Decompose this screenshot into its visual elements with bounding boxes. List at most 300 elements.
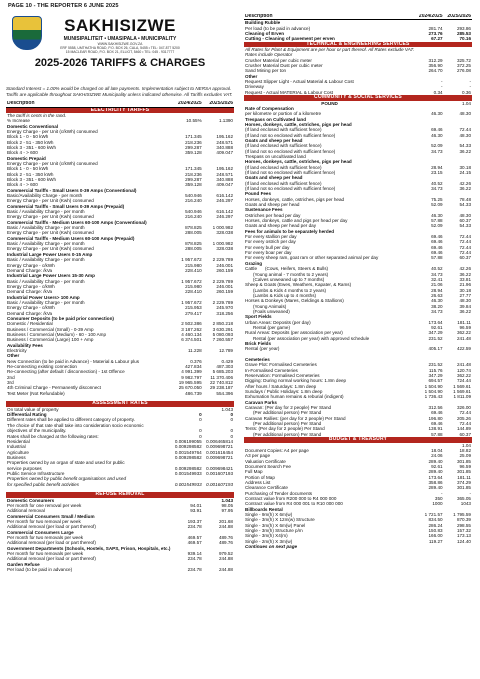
value-2024-2025: 0.001549933 xyxy=(174,481,202,487)
value-2024-2025: 1 504.90 xyxy=(424,389,443,395)
address-line-2: 15 MACLEAR ROAD, P.O. BOX 21, ELLIOT, 5460 • TEL: 045 - 9317777 xyxy=(65,50,175,55)
row-description: Basic / Availability Charge - per month xyxy=(7,257,85,263)
value-2025-2026: 293.86 xyxy=(456,25,471,31)
value-2025-2026: 301.85 xyxy=(456,469,471,475)
value-2024-2025: 405.17 xyxy=(428,346,443,352)
value-2024-2025: 358.86 xyxy=(428,479,443,485)
row-description: Per month for one removal per week xyxy=(7,502,82,508)
value-2024-2025: 69.46 xyxy=(431,127,443,133)
row-description: Other xyxy=(245,73,258,79)
row-description: Consumer Deposits (to be paid prior connection) xyxy=(7,315,114,321)
row-description: Basic/Availability Charge - per month xyxy=(7,193,83,199)
value-2025-2026: 328.038 xyxy=(216,246,233,252)
value-2024-2025: 166.00 xyxy=(428,533,443,539)
row-description: Sundays / Public Holidays: 1.8m deep xyxy=(245,389,323,395)
row-detail: (Young Animals) xyxy=(253,303,287,309)
value-2025-2026: 487.303 xyxy=(216,364,233,370)
value-2025-2026: 11 370.406 xyxy=(210,374,233,380)
address-line-1: ERF 5558, UMTHATHA ROAD, P.O. BOX 26, CALA, 5455 • TEL: 047-877 5200 xyxy=(60,46,180,51)
municipality-masthead xyxy=(6,14,234,84)
value-2024-2025: 234.78 xyxy=(187,524,202,530)
table-row xyxy=(6,369,234,374)
row-description: For every sheep ram, goat ram or other separated animal per day xyxy=(245,255,379,261)
row-description: Sustenance Fees xyxy=(245,207,283,213)
value-2025-2026: 54.33 xyxy=(459,143,471,149)
value-2025-2026: 422.59 xyxy=(456,346,471,352)
row-description: Crusher Material per cubic meter xyxy=(245,57,312,63)
row-description: Other xyxy=(7,353,20,359)
value-2025-2026: 201.68 xyxy=(218,519,233,524)
row-detail: (Cows, Heifers, Steers & Bulls) xyxy=(265,266,329,272)
value-2024-2025: 26.63 xyxy=(431,292,443,298)
value-2025-2026: 248.571 xyxy=(216,171,233,177)
row-description: Trespass on Cultivated land xyxy=(245,116,307,122)
value-2024-2025: 279.417 xyxy=(185,310,202,316)
value-2024-2025: 694.57 xyxy=(428,378,443,384)
row-description: service purposes xyxy=(7,465,42,471)
value-2024-2025: 0 xyxy=(199,433,202,439)
value-2025-2026: 96.59 xyxy=(459,463,471,469)
value-2024-2025: - xyxy=(441,79,443,85)
row-description: Availability Fees xyxy=(7,342,43,348)
value-2025-2026: 1 000.982 xyxy=(212,241,233,247)
row-description: Domestic Prepaid xyxy=(7,155,46,161)
value-2025-2026: 276.08 xyxy=(456,68,471,74)
value-2025-2026: 72.44 xyxy=(459,410,471,416)
value-2024-2025: 312.29 xyxy=(428,57,443,63)
row-description: Exhumation human remains & reburial (indigent) xyxy=(245,394,344,400)
value-2024-2025: 69.46 xyxy=(431,239,443,245)
value-2025-2026: 1 795.59 xyxy=(453,511,471,517)
row-description: New Connection (to be paid in Advance) - Material & Labour plus xyxy=(7,358,140,364)
value-2025-2026: 328.038 xyxy=(216,230,233,236)
value-2025-2026: 144.89 xyxy=(456,426,471,432)
value-2025-2026: 1.04 xyxy=(462,100,471,106)
row-description: Residential xyxy=(7,438,30,444)
value-2025-2026: 340.888 xyxy=(216,144,233,150)
value-2024-2025: 1 957.672 xyxy=(181,299,202,305)
value-2024-2025: 234.78 xyxy=(187,567,202,573)
row-description: (If land enclosed with sufficient fence) xyxy=(245,127,322,133)
value-2025-2026: 48.30 xyxy=(459,298,471,304)
row-description: Commercial Tariffs - Small Users 0-39 Amps (Conventional) xyxy=(7,187,137,193)
value-2025-2026: 124.40 xyxy=(456,538,471,544)
row-description: Commercial Tariffs - Small Users 0-39 Amps (Prepaid) xyxy=(7,203,125,209)
value-2025-2026: 48.30 xyxy=(459,132,471,138)
section-title: ASSESSMENT RATES xyxy=(6,401,234,406)
row-detail: (Young animal - 7 months to 2 years) xyxy=(253,271,329,277)
row-description: Additional removal (per load or part thereof) xyxy=(7,556,96,562)
header-year-1: 2024/2025 xyxy=(171,101,202,107)
value-2025-2026: 340.888 xyxy=(216,177,233,182)
value-2024-2025: 34.73 xyxy=(431,148,443,154)
row-description: Energy Charge - c/kWh xyxy=(7,305,55,311)
row-description: Purchasing of Tender documents xyxy=(245,490,313,496)
value-2024-2025: 1 957.672 xyxy=(181,278,202,284)
row-description: Single - 3m(h) X 12m(w) Structure xyxy=(245,517,315,523)
row-description: Brick Fields xyxy=(245,340,272,346)
row-description: Billboards Rental xyxy=(245,506,283,512)
row-description: Domestic Consumers xyxy=(7,497,55,503)
value-2024-2025: 4 991.399 xyxy=(181,369,202,375)
value-2025-2026: 374.29 xyxy=(456,479,471,485)
value-2024-2025: 273.76 xyxy=(428,31,443,37)
value-2025-2026: 72.44 xyxy=(459,250,471,256)
row-detail: (Per additional person) Per Stand xyxy=(253,421,322,427)
value-2024-2025: 2 502.386 xyxy=(181,321,202,327)
row-detail: (Lambs & Kids up to 4 months) xyxy=(253,292,317,298)
value-2025-2026: 29 238.187 xyxy=(210,385,233,391)
row-description: (If land not so enclosed with sufficient fence) xyxy=(245,148,336,154)
row-description: After hours / Saturdays: 1.8m deep xyxy=(245,383,317,389)
row-description: Domestic / Residential xyxy=(7,321,53,327)
page-header: PAGE 10 - THE REPORTER 6 JUNE 2025 xyxy=(8,3,119,9)
value-2025-2026: 979.52 xyxy=(218,551,233,557)
row-description: Document Search Fee xyxy=(245,463,291,469)
value-2024-2025: 52.09 xyxy=(431,143,443,149)
value-2025-2026: 1.043 xyxy=(221,497,233,503)
row-description: Basic / Availability Charge - per month xyxy=(7,278,85,284)
value-2024-2025: 939.14 xyxy=(187,551,202,557)
value-2024-2025: 0 xyxy=(199,428,202,434)
row-description: Rural Areas: Deposits (per association per year) xyxy=(245,330,343,336)
value-2025-2026: 554.396 xyxy=(216,390,233,396)
row-description: 4th Criminal Charge - Permanently disconnect xyxy=(7,385,101,391)
value-2025-2026: 616.142 xyxy=(216,209,233,215)
value-2024-2025: 288.005 xyxy=(185,230,202,236)
row-detail: (Lambs & Kids 4 months to 2 years) xyxy=(253,287,327,293)
row-description: Caravan Parks xyxy=(245,399,277,405)
value-2024-2025: 6 374.501 xyxy=(181,337,202,343)
value-2024-2025: 356.90 xyxy=(428,63,443,69)
row-description: Energy Charge - per Unit (Kwh) consumed xyxy=(7,198,94,204)
value-2025-2026: 36.22 xyxy=(459,148,471,154)
value-2025-2026: 98.05 xyxy=(221,502,233,508)
value-2025-2026: 2 229.789 xyxy=(212,257,233,263)
value-2025-2026: 96.59 xyxy=(459,324,471,330)
value-2024-2025: 1 957.672 xyxy=(181,257,202,263)
value-2024-2025: 347.29 xyxy=(428,330,443,336)
value-2025-2026: 0.001616454 xyxy=(206,449,233,455)
row-description: 3rd xyxy=(7,380,14,386)
value-2024-2025: 299.287 xyxy=(185,177,202,182)
page-title: 2025-2026 TARIFFS & CHARGES xyxy=(34,56,206,69)
value-2024-2025: 215.980 xyxy=(185,283,202,289)
value-2025-2026: 0.001607193 xyxy=(206,470,233,476)
value-2024-2025: 215.980 xyxy=(185,262,202,268)
value-2025-2026: 244.88 xyxy=(218,567,233,573)
value-2025-2026: 0.009698721 xyxy=(206,444,233,450)
value-2024-2025: 46.30 xyxy=(431,212,443,218)
row-description: Block 2 - 51 - 350 kWh xyxy=(7,139,54,145)
value-2025-2026: 0 xyxy=(230,412,233,418)
row-description: A3 per page xyxy=(245,453,271,459)
value-2024-2025: 69.46 xyxy=(431,234,443,240)
row-description: Description xyxy=(244,14,415,20)
value-2024-2025: 228.410 xyxy=(185,289,202,295)
value-2025-2026: 2025/2026 xyxy=(444,14,472,20)
value-2024-2025: 94.01 xyxy=(190,502,202,508)
row-description: Business / Commercial (Medium) - 60 - 100 Amp xyxy=(7,331,107,337)
value-2025-2026: 39.84 xyxy=(459,303,471,309)
row-description: Tents: (Per day for 2 people) Per Stand xyxy=(245,426,325,432)
value-2024-2025: 52.09 xyxy=(431,223,443,229)
row-description: Per load (to be paid in advance) xyxy=(7,567,73,573)
value-2025-2026: 195.162 xyxy=(216,166,233,172)
row-description: Garden Refuse xyxy=(7,561,40,567)
value-2024-2025: 289.40 xyxy=(428,485,443,491)
value-2025-2026: 48.30 xyxy=(459,111,471,117)
row-description: Goats and sheep per head xyxy=(245,175,303,181)
row-description: Business xyxy=(7,454,26,460)
value-2024-2025: 92.61 xyxy=(431,324,443,330)
row-description: Block 3 - 351 - 600 kWh xyxy=(7,144,57,150)
right-column xyxy=(244,14,472,549)
value-2024-2025: 281.74 xyxy=(428,25,443,31)
row-description: Valuation Certificate xyxy=(245,458,286,464)
value-2024-2025: 40.52 xyxy=(431,266,443,272)
value-2024-2025: 1 721.57 xyxy=(424,511,443,517)
value-2024-2025: 299.287 xyxy=(185,144,202,150)
value-2024-2025: 231.52 xyxy=(428,335,443,341)
header-description: Description xyxy=(6,101,171,107)
header-year-2: 2025/2026 xyxy=(203,101,234,107)
value-2025-2026: 362.22 xyxy=(456,373,471,379)
value-2025-2026: 0.001607193 xyxy=(206,481,233,487)
row-description: Industrial xyxy=(7,444,26,450)
section-title: BUDGET & TREASURY xyxy=(244,437,472,442)
value-2024-2025: 0.009298582 xyxy=(174,465,202,471)
row-description: Energy Charge - per Unit (Kwh) consumed xyxy=(7,230,94,236)
value-2025-2026: 33.81 xyxy=(459,276,471,282)
row-detail: (Per additional person) Per Stand xyxy=(253,431,322,437)
value-2024-2025: 1 504.90 xyxy=(424,383,443,389)
row-description: Basic / Availability Charge - per month xyxy=(7,299,85,305)
value-2024-2025: 10.55% xyxy=(186,118,202,124)
right-tariff-table xyxy=(244,14,472,549)
value-2025-2026: 246.001 xyxy=(216,262,233,268)
value-2024-2025: 218.236 xyxy=(185,139,202,145)
value-2024-2025: 347.29 xyxy=(428,373,443,379)
value-2025-2026: 30.18 xyxy=(459,164,471,170)
value-2024-2025: 25 670.050 xyxy=(178,385,202,391)
value-2024-2025: 1000 xyxy=(432,501,443,507)
row-description: Reservation: Formalised Cemeteries xyxy=(245,373,320,379)
row-description: For every stallion per day xyxy=(245,234,297,240)
left-tariff-table xyxy=(6,101,234,572)
value-2024-2025: 0.001549933 xyxy=(174,470,202,476)
value-2024-2025: 878.825 xyxy=(185,225,202,231)
row-description: Re-connecting (after default / disconnection) - 1st Offence xyxy=(7,369,125,375)
section-title: REFUSE REMOVAL xyxy=(6,492,234,497)
value-2024-2025: 46.30 xyxy=(431,298,443,304)
row-description: POUND xyxy=(321,100,338,106)
value-2025-2026: 36.22 xyxy=(459,271,471,277)
value-2024-2025: 427.834 xyxy=(185,364,202,370)
value-2025-2026: 241.48 xyxy=(456,335,471,341)
value-2025-2026: 298.55 xyxy=(456,522,471,528)
value-2024-2025: 0.34 xyxy=(433,89,443,95)
value-2025-2026: 248.571 xyxy=(216,139,233,145)
value-2024-2025: 9 982.797 xyxy=(181,374,202,380)
row-description: Commercial Tariffs - Medium Users 60-100 Amps (Conventional) xyxy=(7,219,147,225)
row-description: Government Departments (Schools, Hostels, SAPS, Prison, Hospitals, etc.) xyxy=(7,545,171,551)
section-title: TECHNICAL & ENGINEERING SERVICES xyxy=(244,42,472,47)
intro-notice: Standard Interest = 1.00% would be charged on all late payments. Implementation subject to NERSA approval. Tariffs are applicable throughout SAKHISIZWE Municipality unless indicated otherwise. All Tariffs excludes VAT. xyxy=(6,86,233,97)
value-2024-2025: 469.57 xyxy=(187,535,202,541)
row-description: Goats and sheep per head per day xyxy=(245,223,316,229)
value-2025-2026: 78.48 xyxy=(459,196,471,202)
value-2024-2025: 288.005 xyxy=(185,246,202,252)
row-description: Commercial Consumers Large xyxy=(7,529,74,535)
row-detail: Rental (per association per year) with approved schedule xyxy=(253,335,370,341)
value-2025-2026: 372.25 xyxy=(456,63,471,69)
row-description: (If land enclosed with sufficient fence) xyxy=(245,143,322,149)
row-description: Industrial Large Power Users 15-30 Amp xyxy=(7,273,95,279)
row-description: (If land enclosed with sufficient fence) xyxy=(245,164,322,170)
value-2024-2025: 0 xyxy=(199,417,202,423)
row-description: Energy Charge - c/kWh xyxy=(7,262,55,268)
value-2024-2025: 57.88 xyxy=(431,431,443,437)
row-description: Differential Rating xyxy=(7,412,47,418)
value-2025-2026: 1 811.09 xyxy=(453,394,471,400)
value-2024-2025: 1 736.43 xyxy=(424,394,443,400)
row-description: Goats and sheep per head xyxy=(245,202,300,208)
value-2024-2025: 57.88 xyxy=(431,218,443,224)
value-2024-2025: 69.46 xyxy=(431,244,443,250)
row-description: Block 4 - > 600 xyxy=(7,182,38,188)
row-description: Block 3 - 351 - 600 kWh xyxy=(7,177,57,182)
row-description: Public Service Infrastructure xyxy=(7,470,65,476)
table-row xyxy=(6,567,234,572)
row-description: Business / Commercial (Small) - 0-39 Amp xyxy=(7,326,94,332)
value-2024-2025: 878.825 xyxy=(185,241,202,247)
value-2024-2025: 540.946 xyxy=(185,193,202,199)
value-2024-2025: 0.009298582 xyxy=(174,454,202,460)
value-2025-2026: 157.32 xyxy=(456,528,471,533)
row-description: Cemeteries xyxy=(245,357,270,362)
value-2024-2025: 231.52 xyxy=(428,362,443,368)
row-description: Basic / Availability Charge - per month xyxy=(7,241,85,247)
row-detail: Rental (per game) xyxy=(253,324,291,330)
value-2025-2026: 489.76 xyxy=(218,535,233,541)
value-2024-2025: 2024/2025 xyxy=(415,14,443,20)
value-2025-2026: 195.162 xyxy=(216,134,233,140)
row-description: Goats and sheep per head xyxy=(245,137,303,143)
row-description: For every bull per day xyxy=(245,244,290,250)
value-2024-2025: - xyxy=(441,490,443,496)
value-2024-2025: 38.20 xyxy=(431,303,443,309)
row-description: Single - 3m(h) Structure p/m xyxy=(245,528,303,533)
value-2024-2025: 540.946 xyxy=(185,209,202,215)
value-2025-2026: 60.37 xyxy=(459,431,471,437)
row-description: Fees for animals to be separately herded xyxy=(245,228,335,234)
row-description: Energy Charge - c/kWh xyxy=(7,283,55,289)
value-2024-2025: 40.52 xyxy=(431,180,443,186)
value-2024-2025: 3 187.262 xyxy=(181,326,202,332)
value-2025-2026: 260.159 xyxy=(216,267,233,273)
value-2025-2026: 2 229.789 xyxy=(212,299,233,305)
row-description: Energy Charge - per Unit (c/kWh) consumed xyxy=(7,160,98,166)
value-2024-2025: 0.376 xyxy=(190,358,202,364)
row-description: Continues on next page xyxy=(245,544,298,550)
value-2025-2026: 325.72 xyxy=(456,57,471,63)
value-2025-2026: 21.96 xyxy=(459,282,471,288)
value-2024-2025: 18.04 xyxy=(431,447,443,453)
value-2025-2026: 30.18 xyxy=(459,287,471,293)
value-2025-2026: 18.82 xyxy=(459,447,471,453)
row-description: Re-connecting existing connection xyxy=(7,364,77,370)
value-2025-2026: 616.142 xyxy=(216,193,233,199)
row-description: Industrial Large Power Users 0-15 Amp xyxy=(7,251,93,257)
value-2024-2025: 312.56 xyxy=(428,405,443,411)
row-description: Energy Charge - per Unit (Kwh) consumed xyxy=(7,214,94,220)
value-2024-2025: 11.228 xyxy=(187,348,202,353)
row-description: Grazing xyxy=(245,260,263,266)
municipal-crest-icon xyxy=(12,16,42,50)
value-2025-2026: - xyxy=(469,84,471,90)
value-2025-2026: - xyxy=(469,79,471,85)
value-2024-2025: 4 460.134 xyxy=(181,331,202,337)
row-description: Domestic Conventional xyxy=(7,123,59,129)
row-description: objectives of the municipality. xyxy=(7,428,67,434)
value-2024-2025: 359.128 xyxy=(185,150,202,156)
row-description: Digging: During normal working hours: 1.8m deep xyxy=(245,378,347,384)
row-description: The choice of that rate shall take into consideration socio economic xyxy=(7,422,144,428)
row-description: Commercial Tariffs - Medium Users 60-100 Amps (Prepaid) xyxy=(7,235,135,241)
value-2024-2025 xyxy=(415,544,443,549)
value-2024-2025: 193.37 xyxy=(187,519,202,524)
value-2024-2025: 0 xyxy=(199,412,202,418)
row-description: Rates shall be charged at the following rates: xyxy=(7,433,99,439)
value-2024-2025: 171.345 xyxy=(185,166,202,172)
value-2025-2026: 0 xyxy=(230,417,233,423)
value-2024-2025: 264.70 xyxy=(428,68,443,74)
row-description: Grave Plot: Formalised Cemeteries xyxy=(245,362,317,368)
value-2025-2026: 5 685.203 xyxy=(212,369,233,375)
value-2025-2026: 362.22 xyxy=(456,330,471,336)
value-2025-2026: 48.30 xyxy=(459,212,471,218)
row-description: Block 1 - 0 - 50 kWh xyxy=(7,134,49,140)
row-description: Address List xyxy=(245,479,271,485)
value-2025-2026: 72.44 xyxy=(459,127,471,133)
row-description: Crusher Material Dust per cubic meter xyxy=(245,63,323,69)
row-description: Additional removal (per load or part thereof) xyxy=(7,524,96,530)
row-description: Business / Commercial (Large) 100 + Amp xyxy=(7,337,94,343)
row-description: Contract value from R200 000 to R4 000 000 xyxy=(245,495,337,501)
row-description: All Rates for Plant & Equipment are per hour or part thereof. All Rates exclude VAT. xyxy=(245,47,415,53)
row-description: Sport Fields xyxy=(245,314,272,320)
value-2024-2025: 23.15 xyxy=(431,169,443,175)
value-2024-2025: 228.410 xyxy=(185,267,202,273)
value-2025-2026: 870.39 xyxy=(456,517,471,523)
row-description: Basic / Availability Charge - per month xyxy=(7,225,85,231)
value-2024-2025: 234.78 xyxy=(187,556,202,562)
value-2024-2025: 286.24 xyxy=(428,522,443,528)
row-detail: (Calves unweaned up to 7 months) xyxy=(253,276,325,282)
value-2025-2026: 285.53 xyxy=(456,31,471,37)
value-2024-2025: 0.009298582 xyxy=(174,444,202,450)
value-2024-2025: 173.64 xyxy=(428,319,443,325)
value-2025-2026: 1.1390 xyxy=(218,118,233,124)
value-2025-2026: 60.37 xyxy=(459,255,471,261)
row-description: Request - Actual MATERIAL & Labour Cost xyxy=(245,89,334,95)
value-2025-2026: 326.00 xyxy=(456,405,471,411)
value-2025-2026: 72.44 xyxy=(459,244,471,250)
value-2025-2026: 54.33 xyxy=(459,223,471,229)
value-2025-2026: - xyxy=(469,490,471,496)
value-2024-2025: 0.006199055 xyxy=(174,438,202,444)
